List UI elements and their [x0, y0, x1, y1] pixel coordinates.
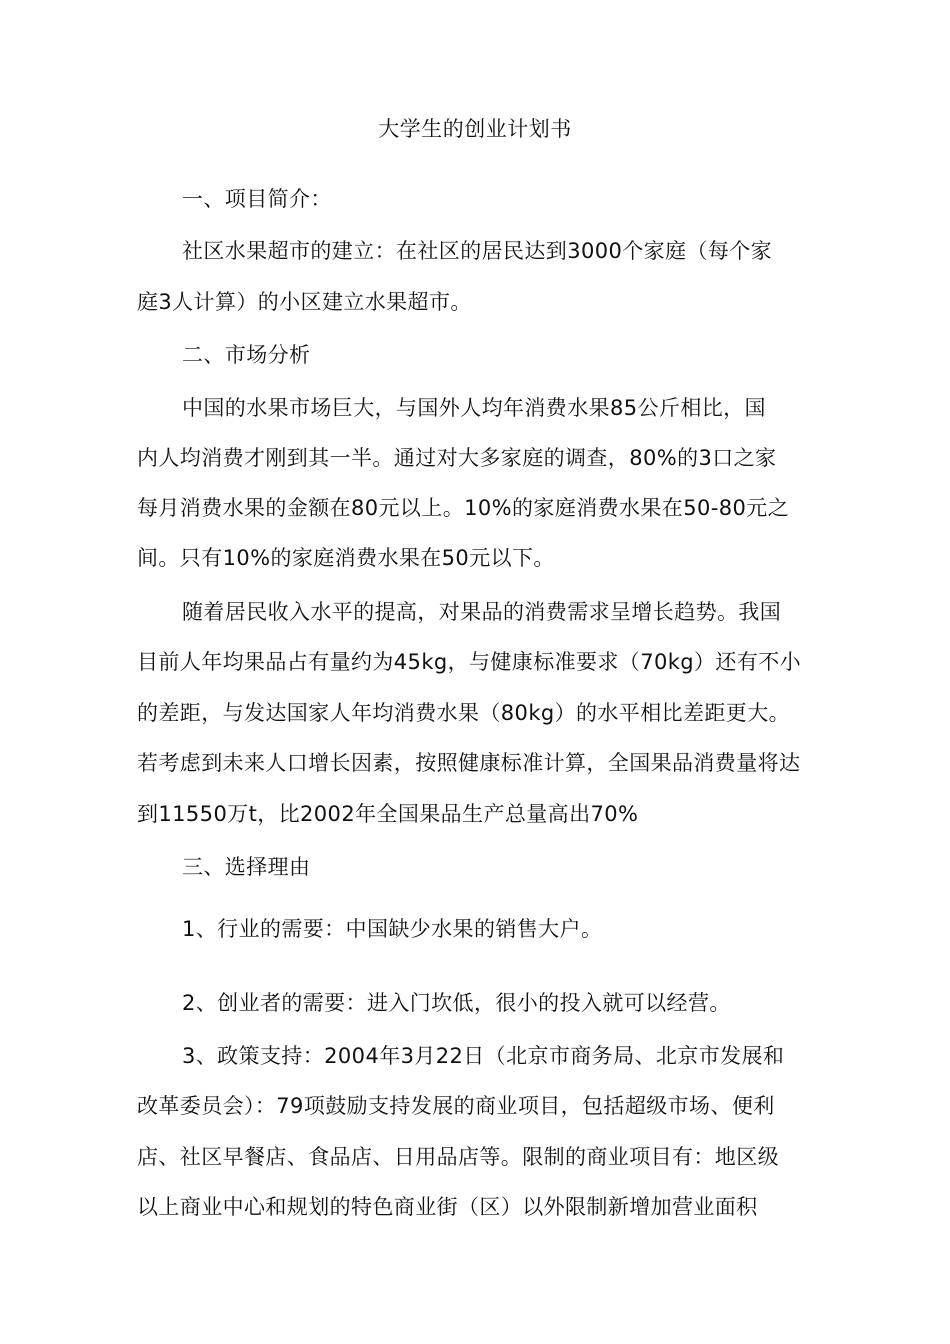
paragraph-line: 庭3人计算）的小区建立水果超市。: [137, 290, 472, 314]
document-title: 大学生的创业计划书: [378, 117, 572, 141]
paragraph-line: 内人均消费才刚到其一半。通过对大多家庭的调查，80%的3口之家: [137, 446, 777, 470]
paragraph-line: 到11550万t，比2002年全国果品生产总量高出70%: [137, 802, 639, 826]
paragraph-line: 中国的水果市场巨大，与国外人均年消费水果85公斤相比，国: [182, 396, 766, 420]
list-item: 3、政策支持：2004年3月22日（北京市商务局、北京市发展和: [182, 1044, 785, 1068]
paragraph-line: 每月消费水果的金额在80元以上。10%的家庭消费水果在50-80元之: [137, 496, 790, 520]
paragraph-line: 的差距，与发达国家人年均消费水果（80kg）的水平相比差距更大。: [137, 701, 791, 725]
paragraph-line: 社区水果超市的建立：在社区的居民达到3000个家庭（每个家: [182, 239, 773, 263]
paragraph-line: 以上商业中心和规划的特色商业街（区）以外限制新增加营业面积: [137, 1195, 758, 1219]
paragraph-line: 目前人年均果品占有量约为45kg，与健康标准要求（70kg）还有不小: [137, 650, 802, 674]
paragraph-line: 改革委员会）：79项鼓励支持发展的商业项目，包括超级市场、便利: [137, 1094, 775, 1118]
list-item: 2、创业者的需要：进入门坎低，很小的投入就可以经营。: [182, 991, 731, 1015]
list-item: 1、行业的需要：中国缺少水果的销售大户。: [182, 917, 603, 941]
paragraph-line: 店、社区早餐店、食品店、日用品店等。限制的商业项目有：地区级: [137, 1145, 779, 1169]
paragraph-line: 随着居民收入水平的提高，对果品的消费需求呈增长趋势。我国: [182, 600, 782, 624]
paragraph-line: 若考虑到未来人口增长因素，按照健康标准计算，全国果品消费量将达: [137, 751, 801, 775]
section-heading-market-analysis: 二、市场分析: [182, 343, 311, 367]
paragraph-line: 间。只有10%的家庭消费水果在50元以下。: [137, 546, 555, 570]
section-heading-project-intro: 一、项目简介：: [182, 187, 332, 211]
section-heading-selection-reasons: 三、选择理由: [182, 855, 311, 879]
